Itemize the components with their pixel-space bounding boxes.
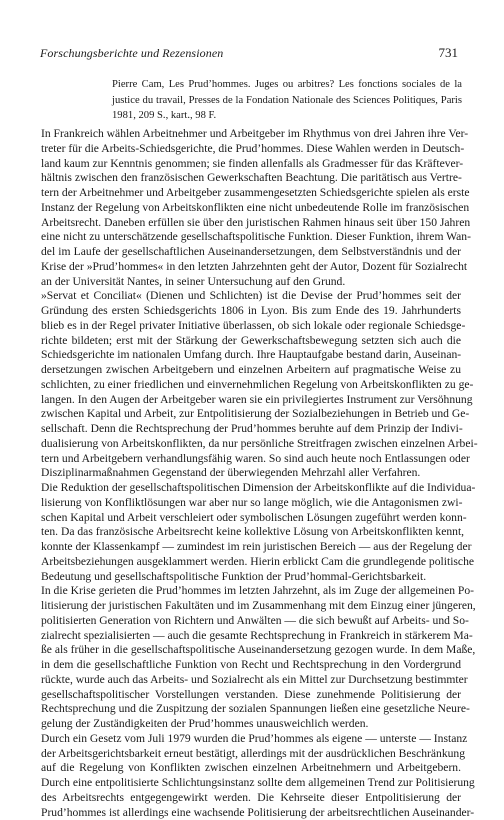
text-line: In die Krise gerieten die Prud’hommes im letzten Jahrzehnt, als im Zuge der allgemeinen Po- <box>41 584 461 599</box>
text-line: Arbeitsrecht. Daneben erfüllen sie über den juristischen Rahmen hinaus seit über 150 Jahren <box>41 216 461 231</box>
text-line: richte bildeten; erst mit der Stärkung der Gewerkschaftsbewegung setzten sich auch die <box>41 334 461 349</box>
text-line: gelung der Zuständigkeiten der Prud’hommes unausweichlich werden. <box>41 717 461 732</box>
review-body <box>41 127 461 820</box>
book-reference: Pierre Cam, Les Prud’hommes. Juges ou arbitres? Les fonctions sociales de la justice du travail, Presses de la Fondation Nationale des Sciences Politiques, Paris 1981, 209 S., kart., 98 F. <box>112 77 462 124</box>
text-line: Bedeutung und gesellschaftspolitische Funktion der Prud’hommal-Gerichtsbarkeit. <box>41 570 461 585</box>
text-line: tern und Arbeitgebern verhandlungsfähig waren. So sind auch heute noch Entlassungen oder <box>41 452 461 467</box>
page-number: 731 <box>439 45 459 61</box>
text-line: hältnis zwischen den französischen Gewerkschaften Beachtung. Die paritätisch aus Vertre- <box>41 171 461 186</box>
text-line: des Arbeitsrechts entgegengewirkt werden. Die Kehrseite dieser Entpolitisierung der <box>41 791 461 806</box>
text-line: Arbeitsbeziehungen ausgeklammert werden. Hierin erblickt Cam die grundlegende politische <box>41 555 461 570</box>
text-line: in dem die gesellschaftliche Funktion von Recht und Rechtsprechung in den Vordergrund <box>41 658 461 673</box>
text-line: treter für die Arbeits-Schiedsgerichte, die Prud’hommes. Diese Wahlen werden in Deutsch- <box>41 142 461 157</box>
text-line: schlichten, zu einer friedlichen und einvernehmlichen Regelung von Arbeitskonflikten zu ge- <box>41 378 461 393</box>
text-line: blieb es in der Regel privater Initiative überlassen, ob sich lokale oder regionale Schiedsge- <box>41 319 461 334</box>
text-line: zialrecht spezialisierten — auch die gesamte Rechtsprechung in Frankreich in stärkerem Ma- <box>41 629 461 644</box>
text-line: Durch eine entpolitisierte Schlichtungsinstanz sollte dem allgemeinen Trend zur Politisierung <box>41 776 461 791</box>
text-line: konnte der Klassenkampf — zumindest im rein juristischen Bereich — aus der Regelung der <box>41 540 461 555</box>
text-line: »Servat et Conciliat« (Dienen und Schlichten) ist die Devise der Prud’hommes seit der <box>41 289 461 304</box>
text-line: ße als früher in die gesellschaftspolitische Auseinandersetzung gezogen wurde. In dem Maße, <box>41 643 461 658</box>
text-line: litisierung der juristischen Fakultäten und im Zusammenhang mit dem Einzug einer jüngeren, <box>41 599 461 614</box>
text-line: gesellschaftspolitischer Vorstellungen verstanden. Diese zunehmende Politisierung der <box>41 688 461 703</box>
text-line: Schiedsgerichte im nationalen Umfang durch. Ihre Hauptaufgabe bestand darin, Auseinan- <box>41 348 461 363</box>
text-line: dualisierung von Arbeitskonflikten, da nur persönliche Streitfragen zwischen einzelnen Arbei- <box>41 437 461 452</box>
text-line: In Frankreich wählen Arbeitnehmer und Arbeitgeber im Rhythmus von drei Jahren ihre Ver- <box>41 127 461 142</box>
text-line: Die Reduktion der gesellschaftspolitischen Dimension der Arbeitskonflikte auf die Individua- <box>41 481 461 496</box>
text-line: rückte, wurde auch das Arbeits- und Sozialrecht als ein Mittel zur Durchsetzung bestimmter <box>41 673 461 688</box>
text-line: an der Universität Nantes, in seiner Untersuchung auf den Grund. <box>41 275 461 290</box>
text-line: ten. Da das französische Arbeitsrecht keine kollektive Lösung von Arbeitskonflikten kennt, <box>41 525 461 540</box>
page-header <box>40 46 458 62</box>
text-line: schen Kapital und Arbeit verschleiert oder symbolischen Lösungen zugeführt werden konn- <box>41 511 461 526</box>
text-line: politisierten Generation von Richtern und Anwälten — die sich bewußt auf Arbeits- und So- <box>41 614 461 629</box>
paragraph <box>41 289 461 481</box>
paragraph <box>41 481 461 584</box>
text-line: Rechtsprechung und die Zuspitzung der sozialen Spannungen ließen eine gesetzliche Neure- <box>41 702 461 717</box>
text-line: eine nicht zu unterschätzende gesellschaftspolitische Funktion. Dieser Funktion, ihrem Wan- <box>41 230 461 245</box>
paragraph <box>41 732 461 820</box>
text-line: land kaum zur Kenntnis genommen; sie finden allenfalls als Gradmesser für das Kräftever- <box>41 157 461 172</box>
text-line: tern der Arbeitnehmer und Arbeitgeber zusammengesetzten Schiedsgerichte spielen als erste <box>41 186 461 201</box>
text-line: der Arbeitsgerichtsbarkeit erneut bestätigt, allerdings mit der ausdrücklichen Beschränkung <box>41 747 461 762</box>
text-line: Instanz der Regelung von Arbeitskonflikten eine nicht unbedeutende Rolle im französischen <box>41 201 461 216</box>
paragraph <box>41 584 461 732</box>
running-title: Forschungsberichte und Rezensionen <box>40 46 223 61</box>
text-line: lisierung von Konfliktlösungen war aber nur so lange möglich, wie die Antagonismen zwi- <box>41 496 461 511</box>
text-line: Prud’hommes ist allerdings eine wachsende Politisierung der arbeitsrechtlichen Auseinander- <box>41 806 461 820</box>
text-line: dersetzungen zwischen Arbeitgebern und einzelnen Arbeitern auf pragmatische Weise zu <box>41 363 461 378</box>
text-line: Krise der »Prud’hommes« in den letzten Jahrzehnten geht der Autor, Dozent für Sozialrecht <box>41 260 461 275</box>
paragraph <box>41 127 461 289</box>
text-line: Disziplinarmaßnahmen Gegenstand der überwiegenden Mehrzahl aller Verfahren. <box>41 466 461 481</box>
text-line: sellschaft. Denn die Rechtsprechung der Prud’hommes beruhte auf dem Prinzip der Indivi- <box>41 422 461 437</box>
text-line: Gründung des ersten Schiedsgerichts 1806 in Lyon. Bis zum Ende des 19. Jahrhunderts <box>41 304 461 319</box>
text-line: auf die Regelung von Konflikten zwischen einzelnen Arbeitnehmern und Arbeitgebern. <box>41 761 461 776</box>
text-line: zwischen Kapital und Arbeit, zur Entpolitisierung der Sozialbeziehungen in Betrieb und Ge- <box>41 407 461 422</box>
text-line: Durch ein Gesetz vom Juli 1979 wurden die Prud’hommes als eigene — unterste — Instanz <box>41 732 461 747</box>
text-line: langen. In den Augen der Arbeitgeber waren sie ein privilegiertes Instrument zur Versöhnung <box>41 393 461 408</box>
text-line: del im Laufe der gesellschaftlichen Auseinandersetzungen, dem Selbstverständnis und der <box>41 245 461 260</box>
